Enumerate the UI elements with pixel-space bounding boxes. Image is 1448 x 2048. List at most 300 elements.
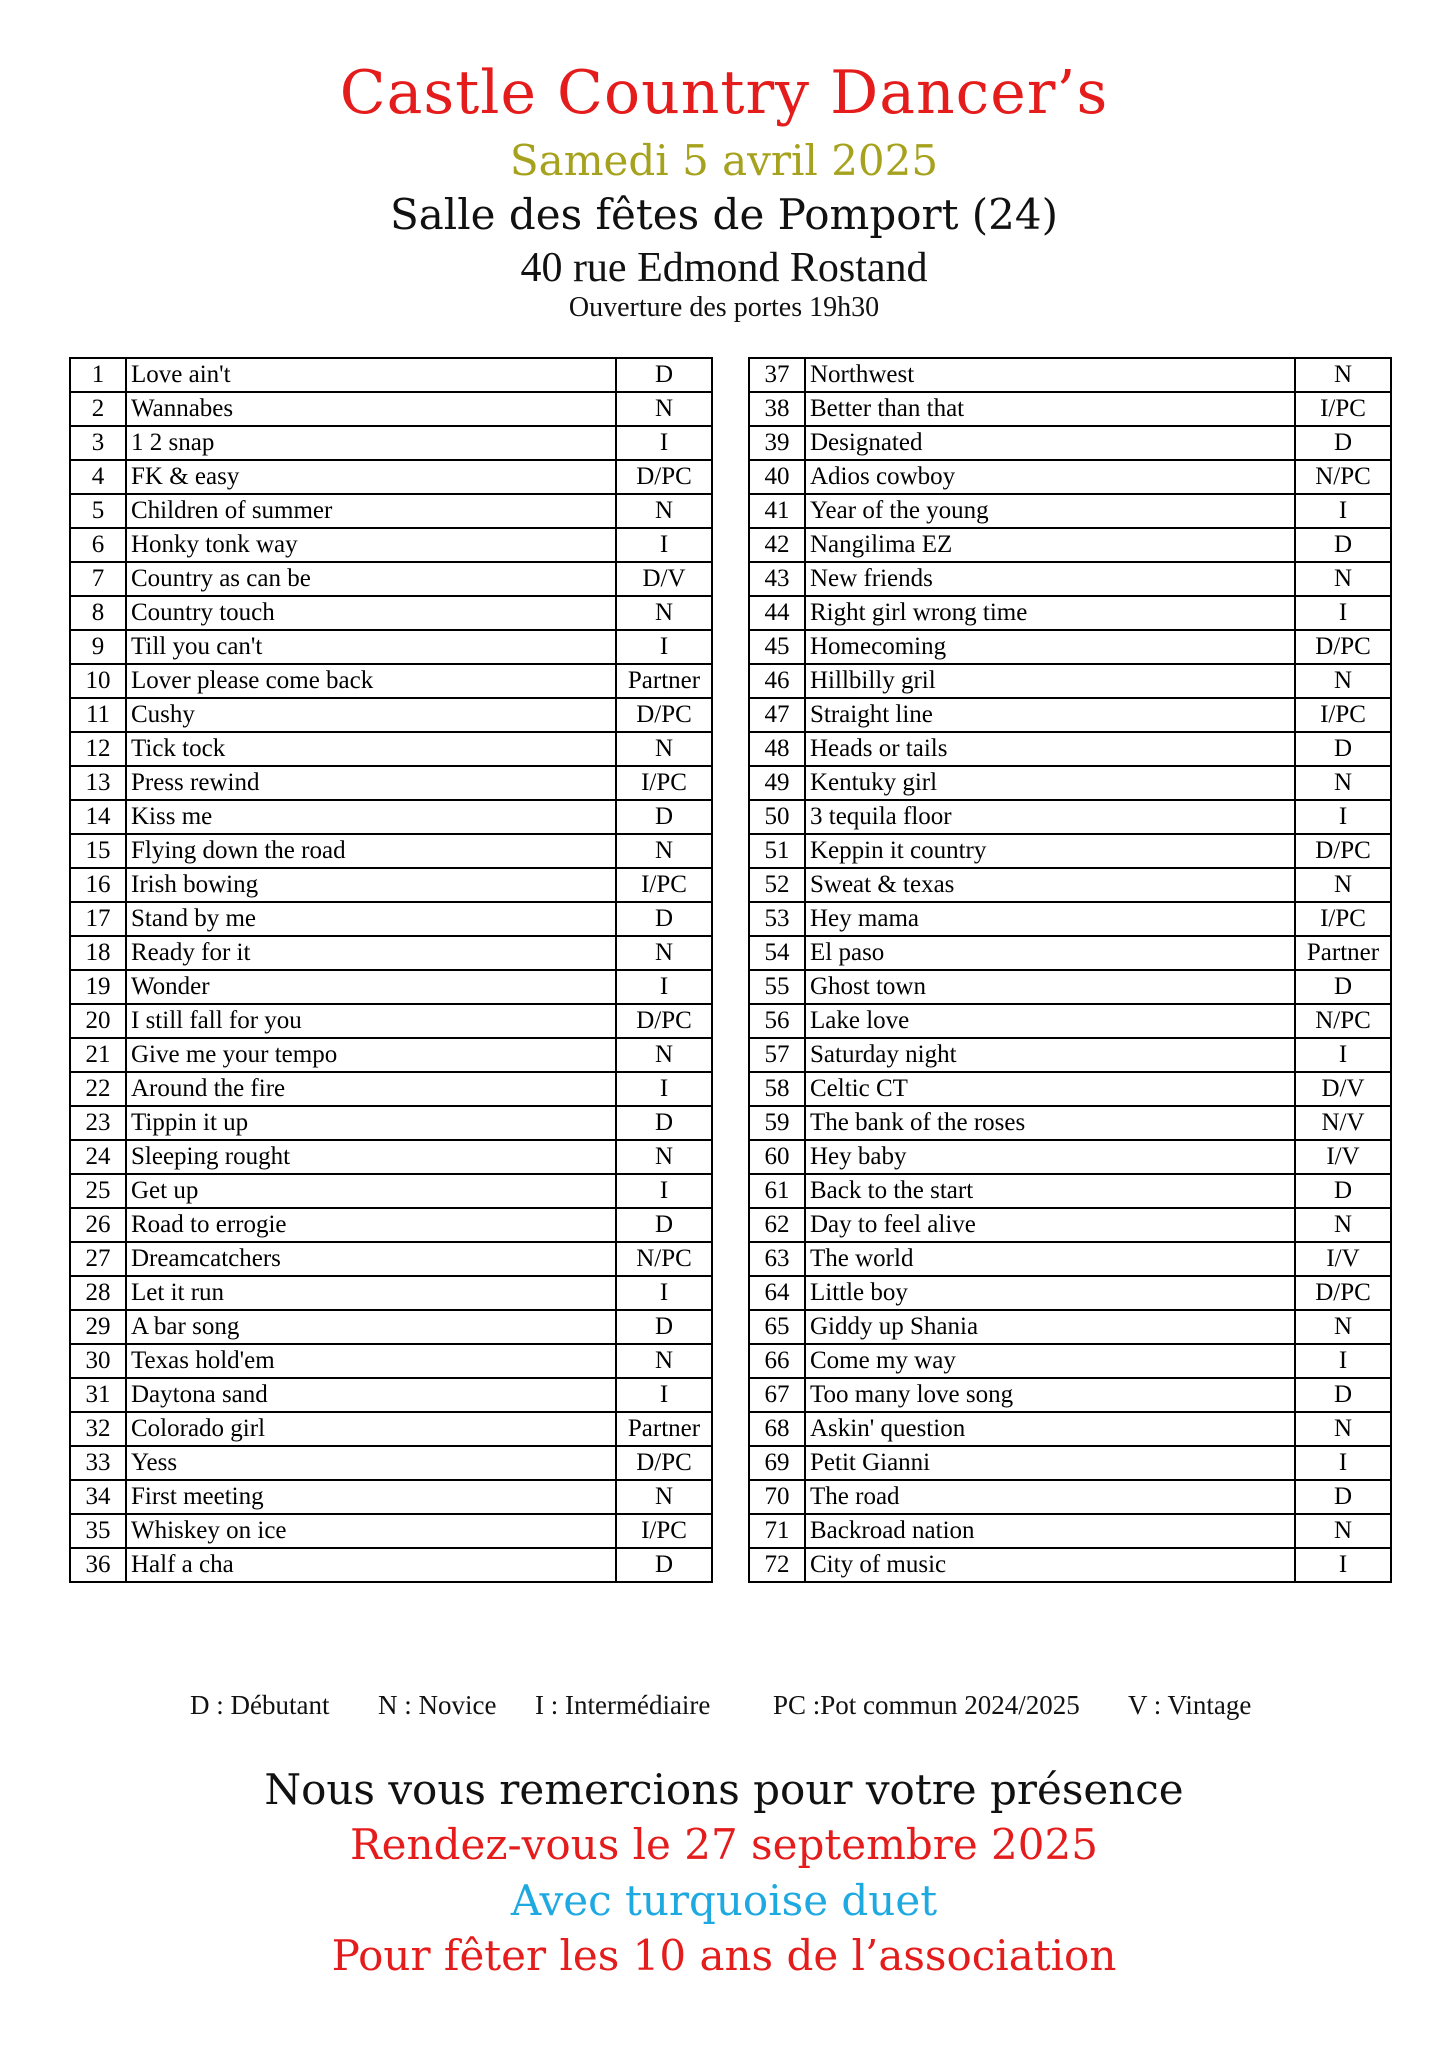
doors-opening: Ouverture des portes 19h30: [568, 292, 880, 323]
event-title: Castle Country Dancer’s: [339, 58, 1109, 128]
dance-row: [70, 358, 712, 392]
dance-row: [749, 1344, 1391, 1378]
dance-level: I/PC: [616, 766, 712, 800]
dance-level: N: [616, 596, 712, 630]
dance-level: I: [616, 630, 712, 664]
dance-number: 9: [70, 630, 126, 664]
dance-number: 48: [749, 732, 805, 766]
dance-level: N: [1295, 868, 1391, 902]
dance-level: D/PC: [1295, 630, 1391, 664]
dance-number: 67: [749, 1378, 805, 1412]
dance-row: [749, 1072, 1391, 1106]
dance-level: N/PC: [1295, 460, 1391, 494]
dance-name: Celtic CT: [805, 1072, 1295, 1106]
dance-number: 69: [749, 1446, 805, 1480]
dance-name: Yess: [126, 1446, 616, 1480]
next-date-line: Rendez-vous le 27 septembre 2025: [350, 1820, 1098, 1869]
dance-level: N: [1295, 562, 1391, 596]
dance-name: Hey baby: [805, 1140, 1295, 1174]
dance-name: Lover please come back: [126, 664, 616, 698]
thanks-line: Nous vous remercions pour votre présence: [264, 1765, 1184, 1814]
dance-number: 41: [749, 494, 805, 528]
dance-row: [749, 562, 1391, 596]
dance-row: [70, 936, 712, 970]
dance-name: Hey mama: [805, 902, 1295, 936]
dance-name: Right girl wrong time: [805, 596, 1295, 630]
dance-level: I: [616, 426, 712, 460]
dance-name: The road: [805, 1480, 1295, 1514]
dance-name: Cushy: [126, 698, 616, 732]
dance-name: Nangilima EZ: [805, 528, 1295, 562]
legend-intermediaire: I : Intermédiaire: [535, 1690, 711, 1720]
dance-level: I: [1295, 800, 1391, 834]
dance-row: [70, 596, 712, 630]
dance-number: 38: [749, 392, 805, 426]
dance-name: Sweat & texas: [805, 868, 1295, 902]
dance-name: Askin' question: [805, 1412, 1295, 1446]
dance-row: [70, 1242, 712, 1276]
dance-row: [749, 630, 1391, 664]
dance-row: [70, 834, 712, 868]
dance-level: Partner: [616, 1412, 712, 1446]
dance-level: I/V: [1295, 1140, 1391, 1174]
dance-row: [70, 1106, 712, 1140]
dance-name: Giddy up Shania: [805, 1310, 1295, 1344]
dance-row: [70, 1514, 712, 1548]
dance-level: D: [1295, 1480, 1391, 1514]
dance-level: D: [1295, 528, 1391, 562]
dance-level: D: [1295, 970, 1391, 1004]
dance-row: [70, 392, 712, 426]
dance-row: [70, 528, 712, 562]
dance-name: Year of the young: [805, 494, 1295, 528]
dance-row: [70, 1140, 712, 1174]
dance-name: Day to feel alive: [805, 1208, 1295, 1242]
dance-level: N: [1295, 358, 1391, 392]
dance-name: A bar song: [126, 1310, 616, 1344]
dance-number: 4: [70, 460, 126, 494]
dance-name: New friends: [805, 562, 1295, 596]
dance-row: [70, 1038, 712, 1072]
dance-number: 21: [70, 1038, 126, 1072]
dance-level: I: [1295, 1548, 1391, 1582]
dance-level: N: [1295, 1310, 1391, 1344]
dance-name: Lake love: [805, 1004, 1295, 1038]
dance-row: [749, 766, 1391, 800]
dance-row: [70, 1310, 712, 1344]
dance-name: Wonder: [126, 970, 616, 1004]
dance-number: 15: [70, 834, 126, 868]
dance-row: [70, 1344, 712, 1378]
dance-number: 52: [749, 868, 805, 902]
dance-number: 71: [749, 1514, 805, 1548]
dance-level: N: [616, 1038, 712, 1072]
dance-row: [70, 970, 712, 1004]
dance-level: N: [616, 732, 712, 766]
dance-number: 34: [70, 1480, 126, 1514]
dance-number: 40: [749, 460, 805, 494]
dance-level: D: [1295, 426, 1391, 460]
dance-name: Dreamcatchers: [126, 1242, 616, 1276]
dance-level: I/PC: [1295, 392, 1391, 426]
dance-level: N: [1295, 1208, 1391, 1242]
dance-number: 54: [749, 936, 805, 970]
dance-row: [70, 460, 712, 494]
dance-name: Press rewind: [126, 766, 616, 800]
dance-number: 17: [70, 902, 126, 936]
dance-number: 3: [70, 426, 126, 460]
dance-row: [70, 902, 712, 936]
dance-row: [749, 1004, 1391, 1038]
dance-level: I: [1295, 494, 1391, 528]
dance-level: Partner: [616, 664, 712, 698]
dance-number: 60: [749, 1140, 805, 1174]
dance-level: N: [616, 1344, 712, 1378]
dance-name: Whiskey on ice: [126, 1514, 616, 1548]
dance-row: [749, 1412, 1391, 1446]
dance-number: 70: [749, 1480, 805, 1514]
dance-level: I: [616, 1276, 712, 1310]
dance-name: Sleeping rought: [126, 1140, 616, 1174]
dance-level: D: [1295, 1174, 1391, 1208]
dance-number: 19: [70, 970, 126, 1004]
dance-row: [749, 1378, 1391, 1412]
dance-level: D/PC: [616, 698, 712, 732]
dance-row: [749, 494, 1391, 528]
dance-row: [749, 936, 1391, 970]
dance-row: [70, 1174, 712, 1208]
dance-row: [70, 766, 712, 800]
dance-row: [749, 1208, 1391, 1242]
dance-name: Half a cha: [126, 1548, 616, 1582]
dance-number: 68: [749, 1412, 805, 1446]
dance-level: N: [616, 392, 712, 426]
legend-vintage: V : Vintage: [1128, 1690, 1252, 1720]
dance-row: [70, 1072, 712, 1106]
dance-row: [70, 562, 712, 596]
dance-row: [749, 1174, 1391, 1208]
dance-name: Little boy: [805, 1276, 1295, 1310]
dance-level: D: [616, 902, 712, 936]
dance-name: El paso: [805, 936, 1295, 970]
dance-number: 61: [749, 1174, 805, 1208]
dance-row: [749, 664, 1391, 698]
dance-row: [70, 1412, 712, 1446]
dance-number: 27: [70, 1242, 126, 1276]
dance-row: [749, 1038, 1391, 1072]
dance-level: I: [616, 1378, 712, 1412]
dance-row: [749, 1276, 1391, 1310]
dance-name: Love ain't: [126, 358, 616, 392]
dance-row: [70, 1480, 712, 1514]
dance-number: 49: [749, 766, 805, 800]
dance-level: D: [1295, 732, 1391, 766]
dance-name: Keppin it country: [805, 834, 1295, 868]
dance-level: D/PC: [1295, 834, 1391, 868]
dance-name: Texas hold'em: [126, 1344, 616, 1378]
dance-number: 11: [70, 698, 126, 732]
dance-level: N: [1295, 664, 1391, 698]
dance-row: [749, 392, 1391, 426]
dance-number: 10: [70, 664, 126, 698]
dance-level: I: [1295, 1344, 1391, 1378]
dance-name: 1 2 snap: [126, 426, 616, 460]
dance-row: [749, 460, 1391, 494]
dance-level: I/PC: [616, 1514, 712, 1548]
dance-row: [70, 1004, 712, 1038]
dance-level: D: [616, 1548, 712, 1582]
dance-level: N: [616, 1140, 712, 1174]
dance-number: 25: [70, 1174, 126, 1208]
dance-number: 55: [749, 970, 805, 1004]
dance-number: 23: [70, 1106, 126, 1140]
dance-level: I/V: [1295, 1242, 1391, 1276]
dance-name: Heads or tails: [805, 732, 1295, 766]
dance-name: Northwest: [805, 358, 1295, 392]
dance-number: 12: [70, 732, 126, 766]
dance-row: [749, 868, 1391, 902]
dance-row: [70, 494, 712, 528]
dance-row: [70, 868, 712, 902]
dance-row: [749, 1140, 1391, 1174]
dance-number: 8: [70, 596, 126, 630]
dance-row: [749, 902, 1391, 936]
dance-level: D: [616, 358, 712, 392]
dance-number: 72: [749, 1548, 805, 1582]
dance-name: Homecoming: [805, 630, 1295, 664]
dance-level: I: [616, 970, 712, 1004]
anniversary-line: Pour fêter les 10 ans de l’association: [331, 1931, 1117, 1980]
dance-row: [70, 1548, 712, 1582]
dance-name: Flying down the road: [126, 834, 616, 868]
dance-name: Ghost town: [805, 970, 1295, 1004]
dance-number: 6: [70, 528, 126, 562]
dance-row: [749, 358, 1391, 392]
dance-name: Tick tock: [126, 732, 616, 766]
dance-name: Petit Gianni: [805, 1446, 1295, 1480]
dance-number: 29: [70, 1310, 126, 1344]
dance-row: [70, 1208, 712, 1242]
dance-row: [70, 1446, 712, 1480]
dance-level: D: [616, 1208, 712, 1242]
dance-number: 47: [749, 698, 805, 732]
dance-row: [749, 834, 1391, 868]
dance-name: Ready for it: [126, 936, 616, 970]
dance-name: Country as can be: [126, 562, 616, 596]
dance-level: D/PC: [616, 1446, 712, 1480]
dance-number: 33: [70, 1446, 126, 1480]
dance-number: 7: [70, 562, 126, 596]
dance-table-left: [69, 357, 713, 1583]
dance-level: D/PC: [616, 460, 712, 494]
dance-number: 63: [749, 1242, 805, 1276]
dance-row: [749, 1480, 1391, 1514]
dance-row: [749, 596, 1391, 630]
dance-table-right: [748, 357, 1392, 1583]
dance-name: Stand by me: [126, 902, 616, 936]
dance-name: Let it run: [126, 1276, 616, 1310]
dance-number: 39: [749, 426, 805, 460]
dance-name: Straight line: [805, 698, 1295, 732]
dance-level: I/PC: [616, 868, 712, 902]
dance-number: 65: [749, 1310, 805, 1344]
dance-name: First meeting: [126, 1480, 616, 1514]
dance-number: 16: [70, 868, 126, 902]
dance-row: [749, 800, 1391, 834]
dance-number: 56: [749, 1004, 805, 1038]
dance-number: 44: [749, 596, 805, 630]
dance-row: [70, 1276, 712, 1310]
dance-name: Better than that: [805, 392, 1295, 426]
dance-number: 22: [70, 1072, 126, 1106]
dance-level: D: [616, 1310, 712, 1344]
dance-number: 26: [70, 1208, 126, 1242]
dance-level: I: [616, 528, 712, 562]
dance-number: 58: [749, 1072, 805, 1106]
dance-number: 45: [749, 630, 805, 664]
dance-name: Kentuky girl: [805, 766, 1295, 800]
dance-level: D/V: [1295, 1072, 1391, 1106]
dance-number: 24: [70, 1140, 126, 1174]
dance-name: Kiss me: [126, 800, 616, 834]
dance-row: [749, 1514, 1391, 1548]
dance-level: D/V: [616, 562, 712, 596]
dance-name: I still fall for you: [126, 1004, 616, 1038]
dance-row: [749, 970, 1391, 1004]
dance-row: [70, 630, 712, 664]
dance-name: Designated: [805, 426, 1295, 460]
legend-pot-commun: PC :Pot commun 2024/2025: [773, 1690, 1080, 1720]
dance-name: Colorado girl: [126, 1412, 616, 1446]
dance-name: Backroad nation: [805, 1514, 1295, 1548]
dance-row: [70, 800, 712, 834]
dance-row: [749, 1310, 1391, 1344]
dance-level: I/PC: [1295, 698, 1391, 732]
dance-level: D/PC: [1295, 1276, 1391, 1310]
dance-level: N/PC: [616, 1242, 712, 1276]
dance-name: Daytona sand: [126, 1378, 616, 1412]
dance-row: [70, 732, 712, 766]
dance-name: Back to the start: [805, 1174, 1295, 1208]
dance-number: 36: [70, 1548, 126, 1582]
dance-row: [70, 664, 712, 698]
dance-level: D: [616, 800, 712, 834]
dance-level: N: [616, 936, 712, 970]
dance-level: Partner: [1295, 936, 1391, 970]
dance-name: Come my way: [805, 1344, 1295, 1378]
dance-level: I: [1295, 596, 1391, 630]
dance-level: N: [1295, 1514, 1391, 1548]
dance-level: N: [616, 834, 712, 868]
dance-number: 66: [749, 1344, 805, 1378]
dance-level: N: [1295, 1412, 1391, 1446]
dance-name: Honky tonk way: [126, 528, 616, 562]
dance-name: Children of summer: [126, 494, 616, 528]
dance-name: Road to errogie: [126, 1208, 616, 1242]
dance-number: 13: [70, 766, 126, 800]
dance-row: [70, 698, 712, 732]
dance-name: Country touch: [126, 596, 616, 630]
dance-number: 1: [70, 358, 126, 392]
dance-level: I: [1295, 1446, 1391, 1480]
dance-level: I: [1295, 1038, 1391, 1072]
dance-name: Too many love song: [805, 1378, 1295, 1412]
dance-number: 53: [749, 902, 805, 936]
dance-level: D/PC: [616, 1004, 712, 1038]
event-venue: Salle des fêtes de Pomport (24): [389, 190, 1059, 239]
dance-level: I: [616, 1072, 712, 1106]
dance-level: N: [616, 494, 712, 528]
dance-name: Saturday night: [805, 1038, 1295, 1072]
dance-name: Around the fire: [126, 1072, 616, 1106]
dance-name: 3 tequila floor: [805, 800, 1295, 834]
dance-number: 30: [70, 1344, 126, 1378]
dance-row: [70, 426, 712, 460]
dance-name: Irish bowing: [126, 868, 616, 902]
dance-level: N/PC: [1295, 1004, 1391, 1038]
dance-level: N: [616, 1480, 712, 1514]
dance-number: 28: [70, 1276, 126, 1310]
band-line: Avec turquoise duet: [510, 1876, 938, 1925]
dance-name: The world: [805, 1242, 1295, 1276]
dance-number: 2: [70, 392, 126, 426]
dance-number: 51: [749, 834, 805, 868]
dance-name: City of music: [805, 1548, 1295, 1582]
dance-level: I/PC: [1295, 902, 1391, 936]
dance-number: 5: [70, 494, 126, 528]
dance-number: 20: [70, 1004, 126, 1038]
dance-level: N: [1295, 766, 1391, 800]
dance-number: 50: [749, 800, 805, 834]
event-address: 40 rue Edmond Rostand: [520, 245, 928, 291]
dance-number: 35: [70, 1514, 126, 1548]
dance-level: N/V: [1295, 1106, 1391, 1140]
dance-number: 32: [70, 1412, 126, 1446]
dance-name: Tippin it up: [126, 1106, 616, 1140]
dance-number: 43: [749, 562, 805, 596]
dance-level: I: [616, 1174, 712, 1208]
legend-novice: N : Novice: [378, 1690, 497, 1720]
legend-debutant: D : Débutant: [190, 1690, 330, 1720]
dance-name: The bank of the roses: [805, 1106, 1295, 1140]
dance-name: Till you can't: [126, 630, 616, 664]
dance-row: [749, 426, 1391, 460]
dance-number: 18: [70, 936, 126, 970]
dance-number: 42: [749, 528, 805, 562]
dance-name: Get up: [126, 1174, 616, 1208]
dance-number: 64: [749, 1276, 805, 1310]
dance-number: 59: [749, 1106, 805, 1140]
dance-row: [70, 1378, 712, 1412]
dance-row: [749, 1548, 1391, 1582]
event-date: Samedi 5 avril 2025: [509, 136, 939, 185]
dance-level: D: [616, 1106, 712, 1140]
dance-level: D: [1295, 1378, 1391, 1412]
dance-number: 57: [749, 1038, 805, 1072]
dance-number: 14: [70, 800, 126, 834]
dance-name: FK & easy: [126, 460, 616, 494]
dance-name: Adios cowboy: [805, 460, 1295, 494]
dance-name: Hillbilly gril: [805, 664, 1295, 698]
dance-row: [749, 1242, 1391, 1276]
dance-row: [749, 698, 1391, 732]
dance-row: [749, 1106, 1391, 1140]
dance-name: Give me your tempo: [126, 1038, 616, 1072]
dance-row: [749, 732, 1391, 766]
dance-row: [749, 528, 1391, 562]
dance-number: 46: [749, 664, 805, 698]
dance-name: Wannabes: [126, 392, 616, 426]
